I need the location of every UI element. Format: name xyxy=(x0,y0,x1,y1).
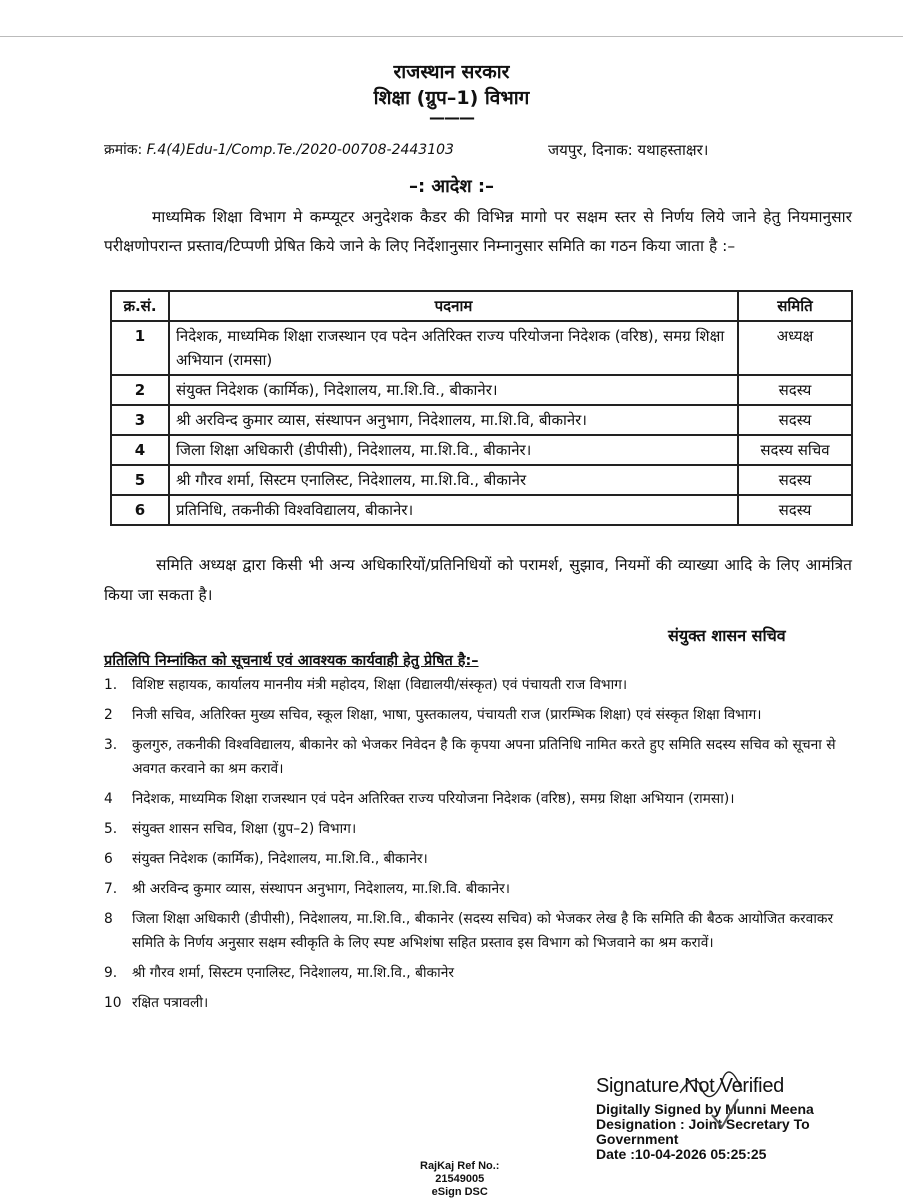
list-item-text: संयुक्त निदेशक (कार्मिक), निदेशालय, मा.शि.वि., बीकानेर। xyxy=(132,851,428,867)
table-row xyxy=(111,321,852,375)
signer-designation-english: Designation : Joint Secretary To Government xyxy=(596,1116,810,1147)
top-rule xyxy=(0,36,903,37)
rajkaj-reference xyxy=(420,1160,499,1199)
department-name: शिक्षा (ग्रुप–1) विभाग xyxy=(373,87,530,109)
table-row xyxy=(111,495,852,525)
table-header-row xyxy=(111,291,852,321)
list-item xyxy=(104,907,852,955)
table-row xyxy=(111,405,852,435)
copy-to-list xyxy=(104,673,852,1021)
list-item xyxy=(104,991,852,1015)
esign-label: eSign DSC xyxy=(431,1186,488,1198)
row-role: सदस्य xyxy=(738,405,852,435)
order-title: –: आदेश :– xyxy=(408,176,495,197)
list-item xyxy=(104,817,852,841)
list-item-text: कुलगुरु, तकनीकी विश्वविद्यालय, बीकानेर को भेजकर निवेदन है कि कृपया अपना प्रतिनिधि नामित करते हुए समिति सदस्य सचिव को सूचना से अवगत करवाने का श्रम करावें। xyxy=(132,737,836,777)
row-serial: 2 xyxy=(111,375,169,405)
list-item-text: विशिष्ट सहायक, कार्यालय माननीय मंत्री महोदय, शिक्षा (विद्यालयी/संस्कृत) एवं पंचायती राज विभाग। xyxy=(132,677,628,693)
list-item-text: जिला शिक्षा अधिकारी (डीपीसी), निदेशालय, मा.शि.वि., बीकानेर (सदस्य सचिव) को भेजकर लेख है कि समिति की बैठक आयोजित करवाकर समिति के निर्णय अनुसार सक्षम स्वीकृति के लिए स्पष्ट अभिशंषा सहित प्रस्ताव इस विभाग को भिजवाने का श्रम करावें। xyxy=(132,911,834,951)
rajkaj-label: RajKaj Ref No.: xyxy=(420,1160,500,1172)
table-row xyxy=(111,465,852,495)
intro-paragraph: माध्यमिक शिक्षा विभाग मे कम्प्यूटर अनुदेशक कैडर की विभिन्न मागो पर सक्षम स्तर से निर्णय लिये जाने हेतु नियमानुसार परीक्षणोपरान्त प्रस्ताव/टिप्पणी प्रेषित किये जाने के लिए निर्देशानुसार निम्नानुसार समिति का गठन किया जाता है :– xyxy=(104,208,852,255)
list-item-text: श्री अरविन्द कुमार व्यास, संस्थापन अनुभाग, निदेशालय, मा.शि.वि. बीकानेर। xyxy=(132,881,511,897)
row-role: अध्यक्ष xyxy=(738,321,852,375)
row-designation: प्रतिनिधि, तकनीकी विश्वविद्यालय, बीकानेर। xyxy=(169,495,738,525)
row-serial: 4 xyxy=(111,435,169,465)
list-item-number: 7. xyxy=(104,881,118,897)
digital-signature-block xyxy=(596,1075,896,1162)
list-item-text: रक्षित पत्रावली। xyxy=(132,995,209,1011)
list-item xyxy=(104,787,852,811)
table-row xyxy=(111,375,852,405)
list-item xyxy=(104,961,852,985)
list-item xyxy=(104,847,852,871)
row-role: सदस्य xyxy=(738,375,852,405)
signature-status: Signature Not Verified xyxy=(596,1075,784,1097)
header-serial: क्र.सं. xyxy=(111,291,169,321)
row-designation: संयुक्त निदेशक (कार्मिक), निदेशालय, मा.शि.वि., बीकानेर। xyxy=(169,375,738,405)
list-item xyxy=(104,703,852,727)
list-item-text: निजी सचिव, अतिरिक्त मुख्य सचिव, स्कूल शिक्षा, भाषा, पुस्तकालय, पंचायती राज (प्रारम्भिक शिक्षा) एवं संस्कृत शिक्षा विभाग। xyxy=(132,707,762,723)
government-name: राजस्थान सरकार xyxy=(393,61,510,83)
row-designation: जिला शिक्षा अधिकारी (डीपीसी), निदेशालय, मा.शि.वि., बीकानेर। xyxy=(169,435,738,465)
row-serial: 6 xyxy=(111,495,169,525)
reference-label: क्रमांक: xyxy=(104,142,143,158)
row-role: सदस्य xyxy=(738,465,852,495)
row-serial: 1 xyxy=(111,321,169,375)
row-role: सदस्य सचिव xyxy=(738,435,852,465)
closing-paragraph: समिति अध्यक्ष द्वारा किसी भी अन्य अधिकारियों/प्रतिनिधियों को परामर्श, सुझाव, नियमों की व्याख्या आदि के लिए आमंत्रित किया जा सकता है। xyxy=(104,556,852,604)
committee-table xyxy=(110,290,853,526)
copy-to-heading: प्रतिलिपि निम्नांकित को सूचनार्थ एवं आवश्यक कार्यवाही हेतु प्रेषित है:– xyxy=(104,653,479,669)
list-item-number: 10 xyxy=(104,995,122,1011)
row-designation: निदेशक, माध्यमिक शिक्षा राजस्थान एव पदेन अतिरिक्त राज्य परियोजना निदेशक (वरिष्ठ), समग्र शिक्षा अभियान (रामसा) xyxy=(169,321,738,375)
reference-date: जयपुर, दिनाक: यथाहस्ताक्षर। xyxy=(548,141,709,159)
header-designation: पदनाम xyxy=(169,291,738,321)
list-item-number: 3. xyxy=(104,737,118,753)
row-role: सदस्य xyxy=(738,495,852,525)
list-item-number: 6 xyxy=(104,851,113,867)
signature-checkmark-icon xyxy=(704,1095,744,1135)
list-item xyxy=(104,733,852,781)
list-item-number: 8 xyxy=(104,911,113,927)
reference-line xyxy=(104,140,454,159)
row-designation: श्री अरविन्द कुमार व्यास, संस्थापन अनुभाग, निदेशालय, मा.शि.वि, बीकानेर। xyxy=(169,405,738,435)
list-item-number: 4 xyxy=(104,791,113,807)
list-item-text: निदेशक, माध्यमिक शिक्षा राजस्थान एवं पदेन अतिरिक्त राज्य परियोजना निदेशक (वरिष्ठ), समग्र शिक्षा अभियान (रामसा)। xyxy=(132,791,735,807)
signed-by: Digitally Signed by Munni Meena xyxy=(596,1101,814,1117)
list-item-number: 5. xyxy=(104,821,118,837)
row-serial: 3 xyxy=(111,405,169,435)
signature-date: Date :10-04-2026 05:25:25 xyxy=(596,1146,767,1162)
signer-designation: संयुक्त शासन सचिव xyxy=(668,626,786,645)
list-item xyxy=(104,673,852,697)
row-designation: श्री गौरव शर्मा, सिस्टम एनालिस्ट, निदेशालय, मा.शि.वि., बीकानेर xyxy=(169,465,738,495)
list-item-number: 9. xyxy=(104,965,118,981)
list-item-number: 2 xyxy=(104,707,113,723)
header-separator: ——— xyxy=(429,108,474,127)
list-item-text: श्री गौरव शर्मा, सिस्टम एनालिस्ट, निदेशालय, मा.शि.वि., बीकानेर xyxy=(132,965,454,981)
table-row xyxy=(111,435,852,465)
reference-number: F.4(4)Edu-1/Comp.Te./2020-00708-2443103 xyxy=(146,142,454,158)
list-item-text: संयुक्त शासन सचिव, शिक्षा (ग्रुप–2) विभाग। xyxy=(132,821,357,837)
rajkaj-number: 21549005 xyxy=(435,1173,485,1185)
row-serial: 5 xyxy=(111,465,169,495)
header-committee: समिति xyxy=(738,291,852,321)
list-item-number: 1. xyxy=(104,677,118,693)
list-item xyxy=(104,877,852,901)
